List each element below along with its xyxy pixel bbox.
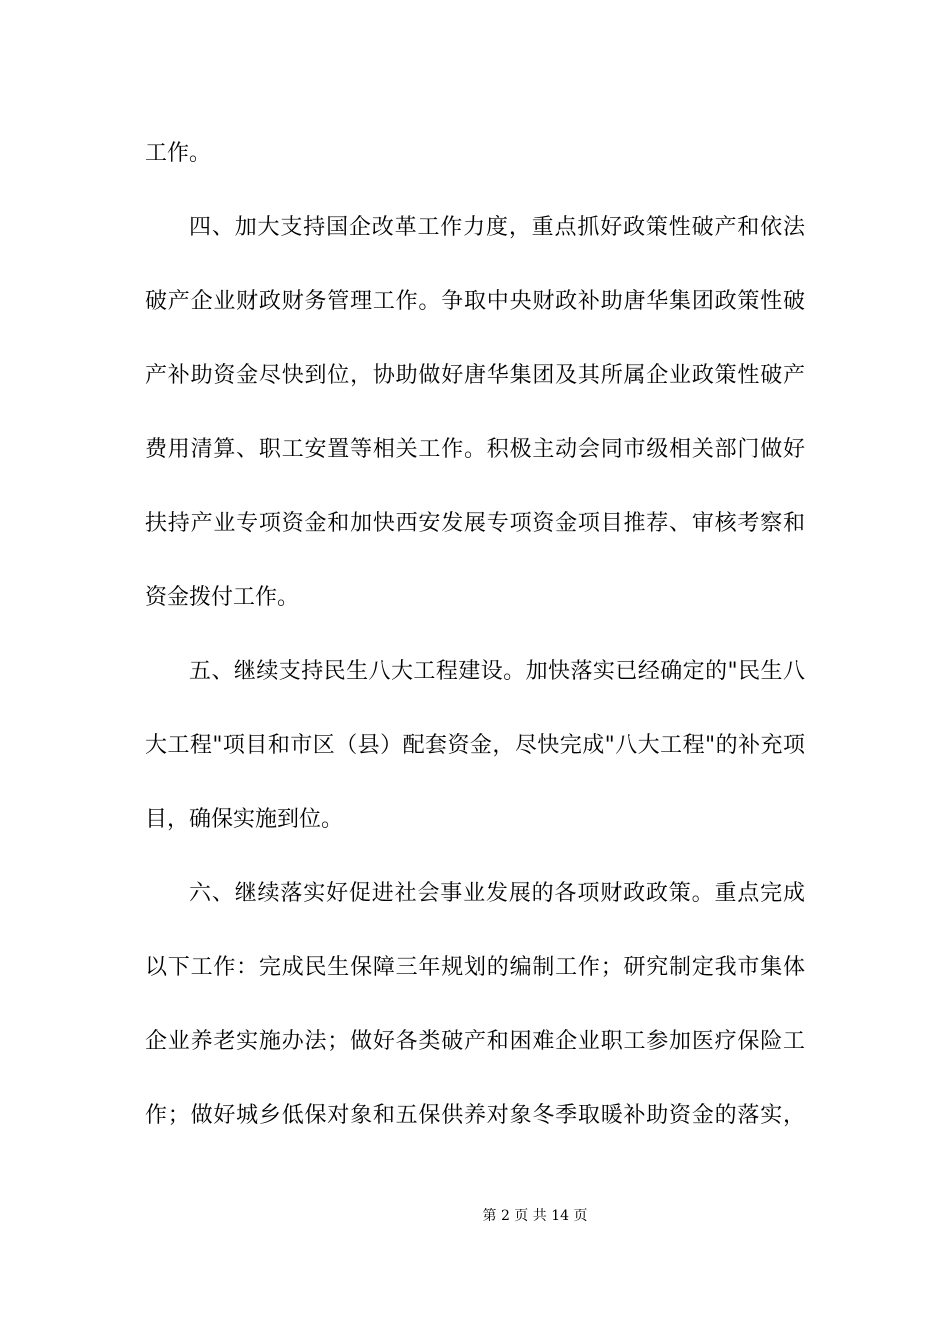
paragraph-line: 产补助资金尽快到位，协助做好唐华集团及其所属企业政策性破产: [145, 363, 805, 388]
page-number: 第 2 页 共 14 页: [482, 1208, 588, 1224]
paragraph-line: 费用清算、职工安置等相关工作。积极主动会同市级相关部门做好: [145, 437, 805, 462]
paragraph-line: 作；做好城乡低保对象和五保供养对象冬季取暖补助资金的落实，: [145, 1103, 805, 1128]
paragraph-line: 六、继续落实好促进社会事业发展的各项财政政策。重点完成: [189, 881, 805, 906]
paragraph-line: 工作。: [145, 141, 212, 166]
paragraph-line: 企业养老实施办法；做好各类破产和困难企业职工参加医疗保险工: [145, 1029, 805, 1054]
paragraph-line: 目，确保实施到位。: [145, 807, 344, 832]
page-footer: [0, 1206, 950, 1226]
paragraph-line: 扶持产业专项资金和加快西安发展专项资金项目推荐、审核考察和: [145, 511, 805, 536]
paragraph-line: 五、继续支持民生八大工程建设。加快落实已经确定的"民生八: [189, 659, 805, 684]
paragraph-line: 四、加大支持国企改革工作力度，重点抓好政策性破产和依法: [189, 215, 805, 240]
document-body: [145, 130, 805, 1166]
paragraph-line: 资金拨付工作。: [145, 585, 300, 610]
paragraph-line: 以下工作：完成民生保障三年规划的编制工作；研究制定我市集体: [145, 955, 805, 980]
paragraph-line: 破产企业财政财务管理工作。争取中央财政补助唐华集团政策性破: [145, 289, 805, 314]
paragraph-line: 大工程"项目和市区（县）配套资金，尽快完成"八大工程"的补充项: [145, 733, 805, 758]
